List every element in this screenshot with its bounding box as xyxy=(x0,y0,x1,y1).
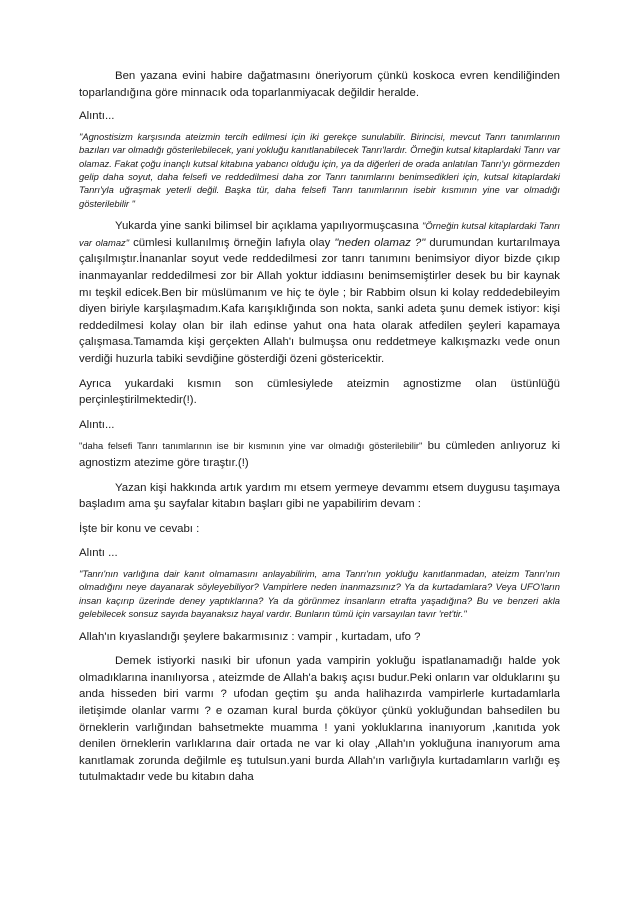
paragraph-text: cümlesi kullanılmış örneğin lafıyla olay xyxy=(129,236,335,249)
paragraph-topic: İşte bir konu ve cevabı : xyxy=(79,522,200,535)
paragraph-text: durumundan kurtarılmaya çalışılmıştır.İnananlar soyut vede reddedilmesi zor tanrı tanımını benimsiyor diyor bizde çıkıp inanmayanlar reddedilmesi zor bir Allah yoktur iddiasını benimsemiştirler desek bu bir kaynak mı teşkil edicek.Ben bir müslümanım ve hiç te öyle ; bir Rabbim olsun ki kolay reddedebileyim diyen biriyle karşılaşmadım.Kafa karışıklığında son nokta, sanki adeta şunu demek istiyor: kişi reddedilmesi kolay olan bir ilah edinse yahut ona hata olarak atfedilen şeyleri kapamaya çalışmasa.Tamamda kişi gerçekten Allah'ı bulmuşsa onu reddetmeye kalkışmazkı vede onun verdiği huzurla tabiki sevdiğine gösterdiği özeni göstericektir. xyxy=(79,236,560,365)
paragraph-intro: Ben yazana evini habire dağatmasını öneriyorum çünkü koskoca evren kendiliğinden toparlandığına göre minnacık oda toparlanmiyacak değildir heralde. xyxy=(79,70,560,99)
quote-label: Alıntı ... xyxy=(79,547,118,560)
quote-label: Alıntı... xyxy=(79,110,115,123)
paragraph-argument: Demek istiyorki nasıki bir ufonun yada vampirin yokluğu ispatlanamadığı halde yok olmadıklarına inanılıyorsa , ateizmde de Allah'a bakış açısı budur.Peki onların var olduklarını şu anda hisseden biri varmı ? ufodan geçtim şu anda halihazırda vampirlerle kurtadamlarla iletişimde olanlar varmı ? e ozaman kural burda çöküyor çünkü yokluğundan bahsedilen bu örneklerin varlığından bahsetmekte muamma ! yani yokluklarına inanıyorum ,kanıtıda yok denilen örneklerin varlıklarına dair ortada ne var ki olay ,Allah'ın yokluğuna inanıyorum ama kanıtlamak zorunda değilmle eş tutulsun.yani burda Allah'ın varlığıyla kurtadamların varlığı eş tutulmaktadır vede bu kitabın daha xyxy=(79,655,560,784)
document-page xyxy=(79,68,560,786)
inline-quote: "Örneğin kutsal kitaplardaki Tanrı var olamaz" xyxy=(79,220,560,248)
quote-label: Alıntı... xyxy=(79,418,115,431)
quote-block: "Agnostisizm karşısında ateizmin tercih edilmesi için iki gerekçe sunulabilir. Birincisi, mevcut Tanrı tanımlarının bazıları var olmadığı gösterilebilecek, yani yokluğu kanıtlanabilecek Tanrı'lardır. Örneğin kutsal kitaplardaki Tanrı var olamaz. Fakat çoğu inançlı kutsal kitabına yabancı olduğu için, ya da diğerleri de orada anlatılan Tanrı'yı görmezden gelip daha soyut, daha felsefi ve reddedilmesi daha zor Tanrı tanımlarını benimsedikleri için, kutsal kitaplardaki Tanrı'yla uğraşmak yeterli değil. Başka tür, daha felsefi Tanrı tanımlarının isebir kısmının yine var olmadığı gösterilebilir " xyxy=(79,130,560,209)
quote-block: "Tanrı'nın varlığına dair kanıt olmamasını anlayabilirim, ama Tanrı'nın yokluğu kanıtlanmadan, ateizm Tanrı'nın olmadığını neye dayanarak söyleyebiliyor? Vampirlere neden inanmazsınız? Ya da kurtadamlara? Veya UFO'ların insan kaçırıp üzerinde deney yaptıklarına? Ya da görünmez insanların etrafta yaşadığına? Bu ve benzeri akla gelebilecek sonsuz sayıda bayanaksız hayal vardır. Bunların tümü için varsayılan tavır 'ret'tir." xyxy=(79,567,560,620)
inline-quote: "daha felsefi Tanrı tanımlarının ise bir kısmının yine var olmadığı gösterilebilir" xyxy=(79,440,423,452)
paragraph-response xyxy=(79,218,560,367)
inline-quote: "neden olamaz ?" xyxy=(334,236,426,249)
paragraph-note: Ayrıca yukardaki kısmın son cümlesiylede ateizmin agnostizme olan üstünlüğü perçinleştirilmektedir(!). xyxy=(79,377,560,407)
paragraph-reflection: Yazan kişi hakkında artık yardım mı etsem yermeye devammı etsem duygusu taşımaya başladım ama şu sayfalar kitabın başları gibi ne yapabilirim devam : xyxy=(79,481,560,511)
paragraph-quote-comment xyxy=(79,438,560,471)
paragraph-comparison: Allah'ın kıyaslandığı şeylere bakarmısınız : vampir , kurtadam, ufo ? xyxy=(79,630,421,643)
paragraph-text: bu cümleden anlıyoruz ki agnostizm atezime göre tıraştır.(!) xyxy=(79,440,561,469)
paragraph-text: Yukarda yine sanki bilimsel bir açıklama yapılıyormuşcasına xyxy=(115,220,423,233)
